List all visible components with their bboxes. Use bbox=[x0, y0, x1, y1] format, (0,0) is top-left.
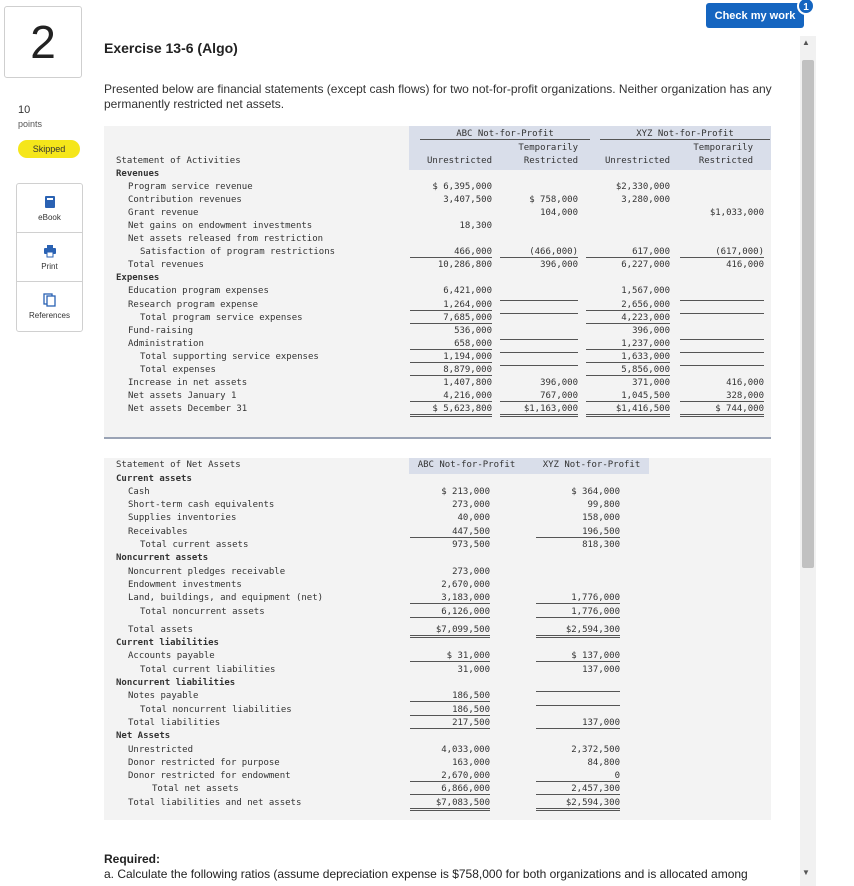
value-cell: 416,000 bbox=[726, 377, 764, 388]
row-label: Cash bbox=[128, 486, 150, 497]
value-cell: $2,594,300 bbox=[536, 625, 620, 638]
value-cell: 273,000 bbox=[452, 500, 490, 511]
abc-temp-header-1: Temporarily bbox=[518, 143, 578, 153]
value-cell: 6,421,000 bbox=[443, 286, 492, 297]
value-cell: $7,083,500 bbox=[410, 798, 490, 811]
required-label: Required: bbox=[104, 852, 161, 866]
value-cell: 2,670,000 bbox=[410, 771, 490, 782]
row-label: Net assets December 31 bbox=[128, 403, 248, 414]
value-cell: 6,227,000 bbox=[621, 260, 670, 271]
row-label: Receivables bbox=[128, 526, 188, 537]
value-cell: 328,000 bbox=[680, 391, 764, 402]
references-button[interactable] bbox=[17, 282, 82, 331]
value-cell: $ 213,000 bbox=[441, 486, 490, 497]
value-cell bbox=[680, 352, 764, 353]
row-label: Current assets bbox=[116, 473, 192, 484]
value-cell: 186,500 bbox=[410, 705, 490, 716]
value-cell: 18,300 bbox=[459, 221, 492, 232]
row-label: Current liabilities bbox=[116, 638, 219, 649]
row-label: Net assets January 1 bbox=[128, 390, 237, 401]
row-label: Donor restricted for purpose bbox=[128, 757, 280, 768]
value-cell: 186,500 bbox=[410, 691, 490, 702]
points-value: 10 bbox=[18, 104, 31, 116]
value-cell: $ 31,000 bbox=[410, 651, 490, 662]
abc-column-header: ABC Not-for-Profit bbox=[420, 129, 590, 140]
row-label: Total liabilities and net assets bbox=[128, 797, 302, 808]
references-icon bbox=[43, 293, 57, 307]
print-button[interactable] bbox=[17, 233, 82, 282]
value-cell: 416,000 bbox=[726, 260, 764, 271]
value-cell: 104,000 bbox=[540, 208, 578, 219]
row-label: Satisfaction of program restrictions bbox=[140, 247, 336, 258]
row-label: Accounts payable bbox=[128, 651, 215, 662]
value-cell: 1,237,000 bbox=[586, 339, 670, 350]
print-label: Print bbox=[41, 261, 58, 271]
value-cell: (466,000) bbox=[500, 247, 578, 258]
value-cell: 4,223,000 bbox=[586, 313, 670, 324]
row-label: Total noncurrent assets bbox=[140, 606, 265, 617]
points-label: points bbox=[18, 119, 43, 129]
value-cell: 2,457,300 bbox=[536, 784, 620, 795]
row-label: Total current assets bbox=[140, 540, 249, 550]
value-cell: 1,776,000 bbox=[536, 607, 620, 618]
value-cell bbox=[680, 339, 764, 340]
value-cell: 40,000 bbox=[457, 513, 490, 524]
row-label: Grant revenue bbox=[128, 208, 199, 219]
value-cell: 4,216,000 bbox=[410, 391, 492, 402]
value-cell: 1,633,000 bbox=[586, 352, 670, 363]
row-label: Noncurrent assets bbox=[116, 553, 209, 564]
value-cell: 7,685,000 bbox=[410, 313, 492, 324]
row-label: Total revenues bbox=[128, 260, 204, 271]
row-label: Total program service expenses bbox=[140, 312, 303, 323]
value-cell: $ 364,000 bbox=[571, 486, 620, 497]
value-cell: 31,000 bbox=[457, 664, 490, 675]
references-label: References bbox=[29, 311, 70, 320]
row-label: Total expenses bbox=[140, 364, 216, 375]
print-icon bbox=[43, 244, 57, 258]
abc-column-header: ABC Not-for-Profit bbox=[417, 460, 516, 470]
abc-temp-header-2: Restricted bbox=[523, 156, 578, 166]
value-cell: 217,500 bbox=[410, 718, 490, 729]
row-label: Total net assets bbox=[152, 784, 239, 795]
value-cell: 273,000 bbox=[452, 566, 490, 577]
value-cell: 84,800 bbox=[587, 757, 620, 768]
scrollbar-thumb[interactable] bbox=[802, 60, 814, 568]
value-cell: 1,264,000 bbox=[410, 300, 492, 311]
value-cell: 2,656,000 bbox=[586, 300, 670, 311]
value-cell: 767,000 bbox=[500, 391, 578, 402]
value-cell bbox=[680, 365, 764, 366]
value-cell: 3,407,500 bbox=[443, 195, 492, 206]
ebook-label: eBook bbox=[38, 212, 61, 222]
notification-badge: 1 bbox=[797, 0, 815, 15]
value-cell: 5,856,000 bbox=[586, 365, 670, 376]
value-cell: 466,000 bbox=[410, 247, 492, 258]
row-label: Noncurrent liabilities bbox=[116, 678, 236, 688]
value-cell: $7,099,500 bbox=[410, 625, 490, 638]
row-label: Total assets bbox=[128, 624, 194, 635]
value-cell: $ 5,623,800 bbox=[410, 404, 492, 417]
value-cell: 6,866,000 bbox=[410, 784, 490, 795]
ebook-button[interactable] bbox=[17, 184, 82, 233]
value-cell: $2,594,300 bbox=[536, 798, 620, 811]
row-label: Program service revenue bbox=[128, 182, 253, 193]
value-cell bbox=[500, 300, 578, 301]
value-cell: 973,500 bbox=[452, 540, 490, 550]
row-label: Expenses bbox=[116, 273, 160, 284]
net-assets-heading: Statement of Net Assets bbox=[116, 460, 241, 470]
value-cell bbox=[680, 300, 764, 301]
statement-of-activities bbox=[104, 126, 771, 439]
check-my-work-button[interactable]: Check my work bbox=[706, 3, 804, 28]
exercise-title: Exercise 13-6 (Algo) bbox=[104, 40, 238, 56]
row-label: Short-term cash equivalents bbox=[128, 500, 275, 511]
question-number: 2 bbox=[4, 6, 82, 78]
value-cell bbox=[500, 365, 578, 366]
value-cell: 2,372,500 bbox=[571, 744, 620, 755]
book-icon bbox=[43, 195, 57, 209]
intro-text: Presented below are financial statements (except cash flows) for two not-for-profit organizations. Neither organization has any permanently restricted net assets. bbox=[104, 82, 772, 111]
value-cell: 0 bbox=[536, 771, 620, 782]
row-label: Noncurrent pledges receivable bbox=[128, 566, 286, 577]
value-cell: 137,000 bbox=[582, 664, 620, 675]
value-cell: 617,000 bbox=[586, 247, 670, 258]
xyz-column-header: XYZ Not-for-Profit bbox=[542, 460, 641, 470]
row-label: Education program expenses bbox=[128, 286, 269, 297]
value-cell: 137,000 bbox=[536, 718, 620, 729]
value-cell: $ 6,395,000 bbox=[432, 182, 492, 193]
value-cell: 1,407,800 bbox=[443, 377, 492, 388]
value-cell: $2,330,000 bbox=[615, 182, 670, 193]
value-cell: 3,183,000 bbox=[410, 593, 490, 604]
value-cell: 8,879,000 bbox=[410, 365, 492, 376]
value-cell: $ 137,000 bbox=[536, 651, 620, 662]
scroll-down-arrow-icon[interactable]: ▼ bbox=[802, 868, 810, 877]
value-cell: 447,500 bbox=[410, 527, 490, 538]
row-label: Revenues bbox=[116, 169, 160, 179]
value-cell bbox=[680, 313, 764, 314]
row-label: Contribution revenues bbox=[128, 195, 242, 206]
value-cell: 1,194,000 bbox=[410, 352, 492, 363]
value-cell: 99,800 bbox=[587, 500, 620, 511]
row-label: Notes payable bbox=[128, 691, 199, 702]
row-label: Fund-raising bbox=[128, 325, 194, 336]
value-cell: $ 744,000 bbox=[680, 404, 764, 417]
value-cell bbox=[536, 691, 620, 692]
xyz-column-header: XYZ Not-for-Profit bbox=[600, 129, 770, 140]
tool-panel bbox=[16, 183, 83, 332]
value-cell: 6,126,000 bbox=[410, 607, 490, 618]
required-text: a. Calculate the following ratios (assume depreciation expense is $758,000 for both organizations and is allocated among bbox=[104, 867, 748, 881]
value-cell bbox=[536, 705, 620, 706]
value-cell: $1,416,500 bbox=[586, 404, 670, 417]
row-label: Unrestricted bbox=[128, 744, 194, 755]
value-cell: 818,300 bbox=[582, 540, 620, 550]
value-cell: 396,000 bbox=[540, 377, 578, 388]
value-cell: 536,000 bbox=[454, 325, 492, 336]
value-cell: $1,033,000 bbox=[709, 208, 764, 219]
value-cell: 10,286,800 bbox=[437, 260, 492, 271]
row-label: Endowment investments bbox=[128, 579, 242, 590]
row-label: Land, buildings, and equipment (net) bbox=[128, 593, 324, 604]
statement-of-net-assets bbox=[104, 458, 771, 820]
row-label: Supplies inventories bbox=[128, 513, 237, 524]
row-label: Net Assets bbox=[116, 731, 171, 742]
row-label: Administration bbox=[128, 338, 204, 349]
row-label: Total current liabilities bbox=[140, 664, 276, 675]
scroll-up-arrow-icon[interactable]: ▲ bbox=[802, 38, 810, 47]
value-cell: 371,000 bbox=[632, 377, 670, 388]
value-cell: 2,670,000 bbox=[441, 579, 490, 590]
xyz-temp-header-2: Restricted bbox=[698, 156, 753, 166]
row-label: Net assets released from restriction bbox=[128, 234, 324, 245]
value-cell: 158,000 bbox=[582, 513, 620, 524]
value-cell: 196,500 bbox=[536, 527, 620, 538]
xyz-unrestricted-header: Unrestricted bbox=[604, 156, 670, 166]
value-cell: 1,776,000 bbox=[536, 593, 620, 604]
value-cell: (617,000) bbox=[680, 247, 764, 258]
value-cell: 4,033,000 bbox=[441, 744, 490, 755]
row-label: Net gains on endowment investments bbox=[128, 221, 313, 232]
value-cell: 1,045,500 bbox=[586, 391, 670, 402]
xyz-temp-header-1: Temporarily bbox=[693, 143, 753, 153]
value-cell bbox=[500, 339, 578, 340]
value-cell: 1,567,000 bbox=[621, 286, 670, 297]
value-cell bbox=[500, 352, 578, 353]
value-cell: 658,000 bbox=[410, 339, 492, 350]
row-label: Research program expense bbox=[128, 299, 259, 310]
value-cell: 396,000 bbox=[632, 325, 670, 336]
value-cell: 163,000 bbox=[452, 757, 490, 768]
row-label: Donor restricted for endowment bbox=[128, 771, 291, 782]
row-label: Total liabilities bbox=[128, 717, 221, 728]
value-cell: 3,280,000 bbox=[621, 195, 670, 206]
status-badge: Skipped bbox=[18, 140, 80, 158]
value-cell: $ 758,000 bbox=[529, 195, 578, 206]
row-label: Total noncurrent liabilities bbox=[140, 704, 292, 715]
abc-unrestricted-header: Unrestricted bbox=[426, 156, 492, 166]
row-label: Increase in net assets bbox=[128, 377, 248, 388]
value-cell: 396,000 bbox=[540, 260, 578, 271]
value-cell bbox=[500, 313, 578, 314]
activities-heading: Statement of Activities bbox=[116, 156, 241, 166]
row-label: Total supporting service expenses bbox=[140, 351, 319, 362]
value-cell: $1,163,000 bbox=[500, 404, 578, 417]
